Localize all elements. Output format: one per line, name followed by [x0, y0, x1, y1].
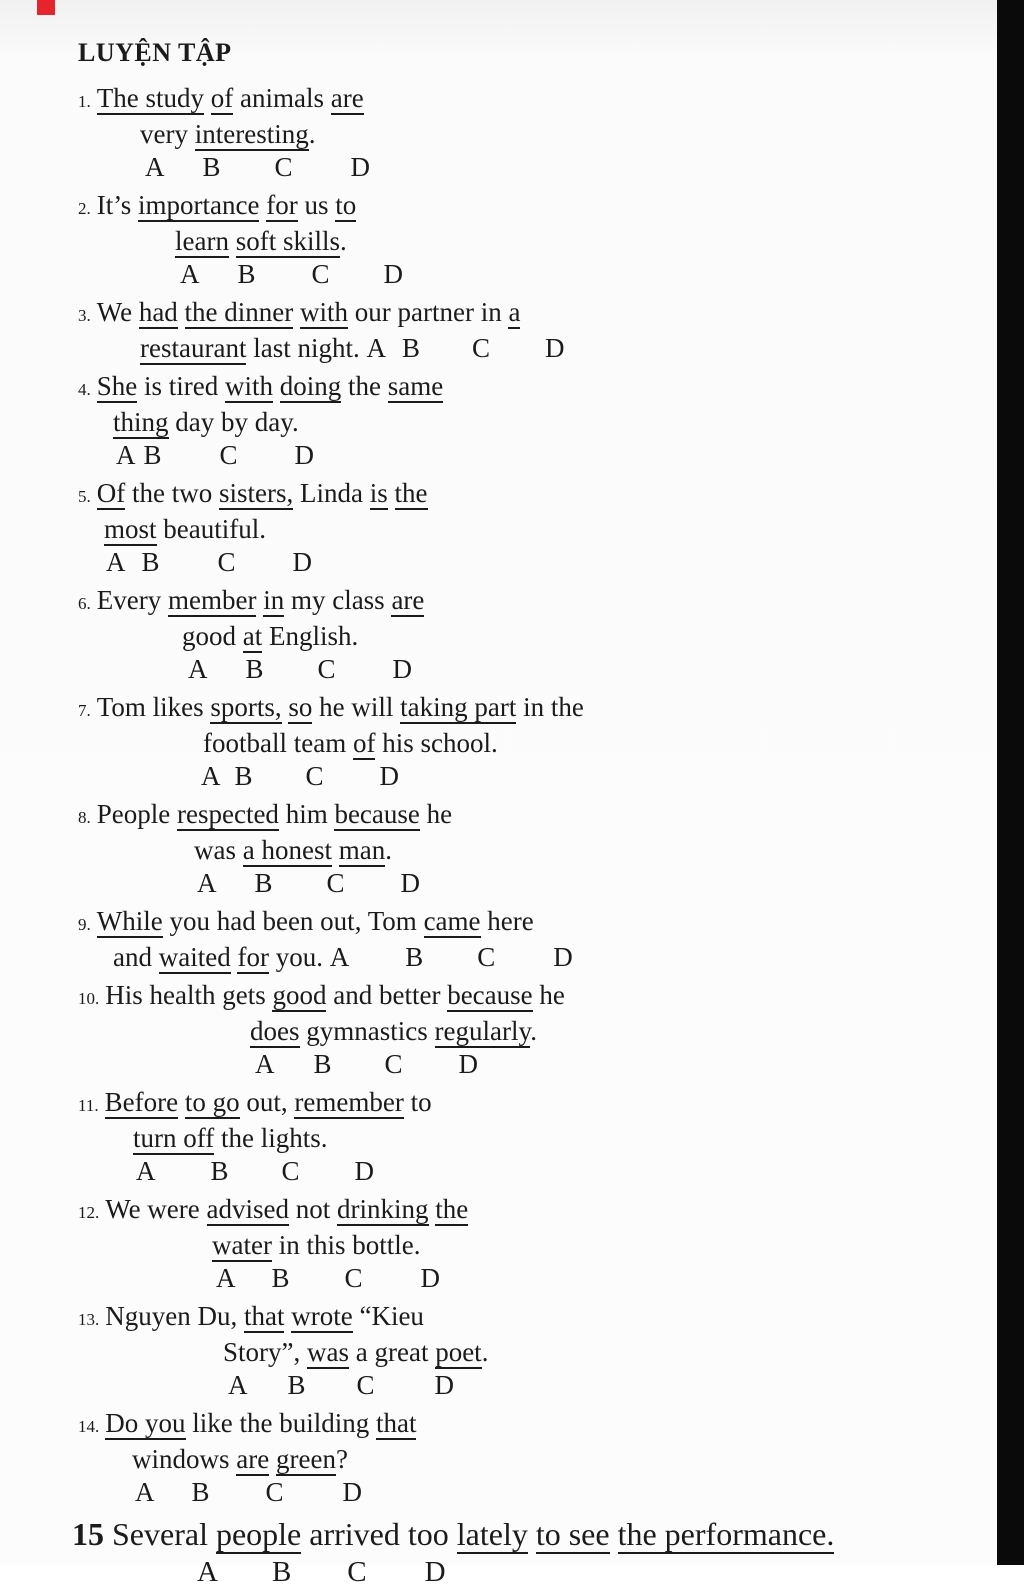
question-line — [133, 1122, 983, 1155]
question-number: 8. — [78, 808, 91, 827]
text-segment: It’s — [96, 190, 139, 220]
text-segment — [178, 1087, 185, 1117]
text-segment — [388, 478, 395, 508]
choice-letter: D — [544, 333, 565, 363]
choice-letter: B — [401, 333, 420, 363]
choice-letter: B — [143, 440, 162, 470]
underlined-segment: same — [387, 371, 444, 401]
text-segment: the — [341, 371, 388, 401]
underlined-segment: green — [275, 1444, 336, 1474]
underlined-segment: The study — [96, 83, 204, 113]
question-line — [113, 406, 983, 439]
text-segment: very — [140, 119, 195, 149]
right-edge-bar — [997, 0, 1024, 1565]
question-item — [78, 1193, 983, 1295]
choices-row — [216, 1262, 983, 1295]
choice-letter: A — [145, 152, 165, 182]
choice-letter: C — [344, 1263, 363, 1293]
underlined-segment: taking part — [400, 692, 517, 722]
underlined-segment: sports, — [210, 692, 282, 722]
text-segment: was — [194, 835, 243, 865]
text-segment: gymnastics — [299, 1016, 435, 1046]
text-segment: my class — [284, 585, 392, 615]
question-number: 13. — [78, 1310, 100, 1329]
choices-row — [201, 760, 983, 793]
question-number: 3. — [78, 306, 91, 325]
question-line — [78, 296, 983, 332]
question-line — [132, 1443, 983, 1476]
question-item — [78, 798, 983, 900]
question-list — [72, 82, 983, 1590]
choice-letter: A — [116, 440, 136, 470]
text-segment: our partner in — [348, 297, 509, 327]
question-line — [78, 584, 983, 620]
choices-row — [188, 653, 983, 686]
choice-letter: A — [329, 942, 350, 972]
underlined-segment: regularly — [434, 1016, 531, 1046]
choice-letter: D — [383, 259, 404, 289]
question-line — [78, 477, 983, 513]
text-segment: day by day. — [168, 407, 299, 437]
question-item — [78, 370, 983, 472]
text-segment: We — [96, 297, 139, 327]
question-line — [78, 1300, 983, 1336]
text-segment: the lights. — [214, 1123, 328, 1153]
question-line — [78, 798, 983, 834]
choice-letter: A — [201, 761, 221, 791]
underlined-segment: so — [288, 692, 313, 722]
choice-letter: B — [245, 654, 264, 684]
question-item — [78, 905, 983, 974]
page-title: LUYỆN TẬP — [78, 38, 232, 67]
choices-row — [136, 1155, 983, 1188]
text-segment — [273, 371, 280, 401]
question-line — [250, 1015, 983, 1048]
choices-row — [180, 258, 983, 291]
underlined-segment: are — [391, 585, 425, 615]
text-segment: to — [403, 1087, 432, 1117]
question-item — [78, 1300, 983, 1402]
choice-letter: B — [254, 868, 273, 898]
choice-letter: B — [141, 547, 160, 577]
underlined-segment: learn — [175, 226, 229, 256]
underlined-segment: of — [210, 83, 234, 113]
text-segment: Story”, — [223, 1337, 307, 1367]
choice-letter: C — [219, 440, 238, 470]
question-line — [223, 1336, 983, 1369]
text-segment: is tired — [137, 371, 225, 401]
choices-row — [135, 1476, 983, 1509]
question-number: 4. — [78, 380, 91, 399]
text-segment: football team — [203, 728, 353, 758]
text-segment: last night. — [246, 333, 367, 363]
underlined-segment: restaurant — [140, 333, 247, 363]
worksheet-content — [72, 38, 983, 1595]
choice-letter: D — [553, 942, 573, 972]
choice-letter: C — [317, 654, 336, 684]
underlined-segment: had — [138, 297, 178, 327]
underlined-segment: member — [167, 585, 257, 615]
choice-letter: A — [106, 547, 126, 577]
underlined-segment: advised — [206, 1194, 289, 1224]
underlined-segment: water — [212, 1230, 272, 1260]
underlined-segment: good — [272, 980, 327, 1010]
choice-letter: D — [342, 1477, 363, 1507]
choices-row — [197, 1554, 983, 1590]
choice-letter: B — [234, 761, 253, 791]
text-segment — [204, 83, 211, 113]
choice-letter: B — [271, 1263, 290, 1293]
question-line — [78, 189, 983, 225]
underlined-segment: to — [335, 190, 357, 220]
choice-letter: D — [354, 1156, 375, 1186]
choice-letter: A — [366, 333, 386, 363]
text-segment: “Kieu — [352, 1301, 424, 1331]
text-segment — [332, 835, 339, 865]
text-segment: you had been out, Tom — [162, 906, 424, 936]
question-line — [78, 691, 983, 727]
underlined-segment: sisters, — [219, 478, 294, 508]
question-line — [78, 370, 983, 406]
text-segment: ? — [335, 1444, 348, 1474]
text-segment: . — [308, 119, 316, 149]
text-segment: His health gets — [105, 980, 273, 1010]
choice-letter: B — [405, 942, 424, 972]
question-line — [140, 332, 983, 365]
text-segment: People — [96, 799, 177, 829]
question-item — [72, 1514, 983, 1590]
choice-letter: D — [292, 547, 313, 577]
choices-row — [106, 546, 983, 579]
choice-letter: C — [356, 1370, 375, 1400]
question-line — [194, 834, 983, 867]
underlined-segment: that — [375, 1408, 417, 1438]
text-segment — [269, 1444, 276, 1474]
question-number: 11. — [78, 1096, 99, 1115]
text-segment: . — [530, 1016, 537, 1046]
underlined-segment: was — [307, 1337, 349, 1367]
choice-letter: C — [265, 1477, 284, 1507]
underlined-segment: poet — [435, 1337, 482, 1367]
question-number: 1. — [78, 92, 91, 111]
choice-letter: A — [188, 654, 208, 684]
question-line — [182, 620, 983, 653]
underlined-segment: She — [96, 371, 138, 401]
choice-letter: C — [471, 333, 490, 363]
text-segment — [229, 226, 236, 256]
choices-row — [116, 439, 983, 472]
text-segment: in the — [516, 692, 584, 722]
choice-letter: C — [305, 761, 324, 791]
text-segment — [610, 1516, 618, 1552]
choice-letter: C — [274, 152, 293, 182]
text-segment — [178, 297, 185, 327]
choice-letter: B — [271, 1556, 292, 1588]
choice-letter: A — [197, 868, 217, 898]
underlined-segment: with — [225, 371, 274, 401]
question-line — [104, 513, 983, 546]
choice-letter: A — [135, 1477, 155, 1507]
question-number: 12. — [78, 1203, 100, 1222]
question-number: 7. — [78, 701, 91, 720]
underlined-segment: Before — [104, 1087, 179, 1117]
text-segment: . — [481, 1337, 489, 1367]
question-item — [78, 82, 983, 184]
text-segment — [528, 1516, 536, 1552]
text-segment: . — [385, 835, 392, 865]
text-segment: you. — [268, 942, 330, 972]
underlined-segment: the — [394, 478, 428, 508]
choice-letter: C — [311, 259, 330, 289]
choice-letter: A — [136, 1156, 156, 1186]
text-segment: not — [289, 1194, 338, 1224]
underlined-segment: respected — [177, 799, 279, 829]
question-number: 6. — [78, 594, 91, 613]
underlined-segment: Of — [96, 478, 126, 508]
underlined-segment: the performance. — [617, 1516, 835, 1552]
underlined-segment: remember — [294, 1087, 404, 1117]
underlined-segment: is — [369, 478, 388, 508]
text-segment: Linda — [293, 478, 370, 508]
text-segment: English. — [262, 621, 359, 651]
choice-letter: D — [424, 1556, 446, 1588]
choice-letter: D — [458, 1049, 479, 1079]
question-number: 2. — [78, 199, 91, 218]
question-line — [113, 941, 983, 974]
underlined-segment: for — [266, 190, 298, 220]
choices-row — [145, 151, 983, 184]
question-item — [78, 584, 983, 686]
choice-letter: C — [477, 942, 496, 972]
choice-letter: B — [210, 1156, 229, 1186]
choices-row — [197, 867, 983, 900]
question-item — [78, 691, 983, 793]
choice-letter: A — [216, 1263, 236, 1293]
underlined-segment: While — [96, 906, 163, 936]
underlined-segment: came — [423, 906, 481, 936]
underlined-segment: of — [352, 728, 376, 758]
choices-row — [228, 1369, 983, 1402]
text-segment: Tom likes — [96, 692, 211, 722]
text-segment: a great — [349, 1337, 436, 1367]
question-line — [78, 905, 983, 941]
question-number: 9. — [78, 915, 91, 934]
underlined-segment: to go — [184, 1087, 240, 1117]
underlined-segment: people — [215, 1516, 302, 1552]
underlined-segment: at — [242, 621, 263, 651]
text-segment: him — [278, 799, 335, 829]
text-segment: animals — [233, 83, 331, 113]
text-segment: beautiful. — [156, 514, 266, 544]
question-number: 14. — [78, 1417, 100, 1436]
text-segment: us — [297, 190, 336, 220]
choice-letter: C — [326, 868, 345, 898]
underlined-segment: lately — [456, 1516, 528, 1552]
choice-letter: B — [202, 152, 221, 182]
underlined-segment: are — [236, 1444, 270, 1474]
question-line — [78, 1086, 983, 1122]
text-segment: We were — [105, 1194, 207, 1224]
underlined-segment: because — [334, 799, 420, 829]
underlined-segment: waited — [158, 942, 231, 972]
text-segment: arrived too — [301, 1516, 457, 1552]
underlined-segment: most — [104, 514, 157, 544]
underlined-segment: for — [237, 942, 269, 972]
question-line — [72, 1514, 983, 1554]
choice-letter: B — [237, 259, 256, 289]
underlined-segment: drinking — [337, 1194, 429, 1224]
red-corner-mark — [37, 0, 55, 15]
question-number: 5. — [78, 487, 91, 506]
question-number: 10. — [78, 989, 100, 1008]
question-line — [203, 727, 983, 760]
text-segment: . — [340, 226, 347, 256]
question-line — [78, 979, 983, 1015]
underlined-segment: because — [447, 980, 533, 1010]
text-segment: he — [419, 799, 453, 829]
text-segment: and — [113, 942, 159, 972]
choice-letter: D — [420, 1263, 441, 1293]
question-line — [78, 82, 983, 118]
question-item — [78, 1407, 983, 1509]
text-segment: windows — [132, 1444, 237, 1474]
choice-letter: D — [350, 152, 371, 182]
choice-letter: A — [180, 259, 200, 289]
text-segment: in this bottle. — [271, 1230, 421, 1260]
underlined-segment: in — [263, 585, 285, 615]
text-segment: like the building — [185, 1408, 376, 1438]
underlined-segment: does — [250, 1016, 300, 1046]
question-line — [78, 1193, 983, 1229]
underlined-segment: are — [330, 83, 364, 113]
choice-letter: A — [228, 1370, 248, 1400]
question-item — [78, 1086, 983, 1188]
text-segment: good — [182, 621, 243, 651]
text-segment: he will — [312, 692, 401, 722]
underlined-segment: with — [300, 297, 349, 327]
choice-letter: C — [347, 1556, 367, 1588]
underlined-segment: Do you — [105, 1408, 186, 1438]
text-segment: the two — [125, 478, 219, 508]
underlined-segment: man — [338, 835, 386, 865]
choice-letter: D — [434, 1370, 455, 1400]
text-segment — [293, 297, 300, 327]
question-item — [78, 477, 983, 579]
text-segment: and better — [326, 980, 448, 1010]
text-segment: here — [480, 906, 534, 936]
choices-row — [255, 1048, 983, 1081]
text-segment: Every — [96, 585, 168, 615]
underlined-segment: the dinner — [184, 297, 294, 327]
choice-letter: D — [400, 868, 421, 898]
choice-letter: D — [392, 654, 413, 684]
underlined-segment: interesting — [194, 119, 309, 149]
underlined-segment: turn off — [133, 1123, 215, 1153]
question-line — [78, 1407, 983, 1443]
text-segment: his school. — [375, 728, 498, 758]
question-line — [175, 225, 983, 258]
choice-letter: B — [313, 1049, 332, 1079]
question-item — [78, 979, 983, 1081]
underlined-segment: to see — [535, 1516, 610, 1552]
underlined-segment: a honest — [242, 835, 332, 865]
question-item — [78, 296, 983, 365]
text-segment: Several — [112, 1516, 216, 1552]
choice-letter: D — [379, 761, 400, 791]
underlined-segment: importance — [138, 190, 260, 220]
underlined-segment: that — [243, 1301, 285, 1331]
question-line — [140, 118, 983, 151]
underlined-segment: soft skills — [235, 226, 340, 256]
underlined-segment: thing — [113, 407, 169, 437]
choice-letter: B — [287, 1370, 306, 1400]
underlined-segment: wrote — [291, 1301, 353, 1331]
question-item — [78, 189, 983, 291]
text-segment: out, — [239, 1087, 295, 1117]
choice-letter: A — [255, 1049, 275, 1079]
underlined-segment: the — [435, 1194, 469, 1224]
choice-letter: C — [281, 1156, 300, 1186]
choice-letter: C — [217, 547, 236, 577]
choice-letter: D — [294, 440, 315, 470]
choice-letter: A — [197, 1556, 218, 1588]
choice-letter: B — [191, 1477, 210, 1507]
text-segment: Nguyen Du, — [105, 1301, 244, 1331]
text-segment: he — [532, 980, 565, 1010]
question-number: 15 — [72, 1516, 104, 1552]
question-line — [212, 1229, 983, 1262]
choice-letter: C — [384, 1049, 403, 1079]
underlined-segment: doing — [279, 371, 342, 401]
underlined-segment: a — [508, 297, 521, 327]
